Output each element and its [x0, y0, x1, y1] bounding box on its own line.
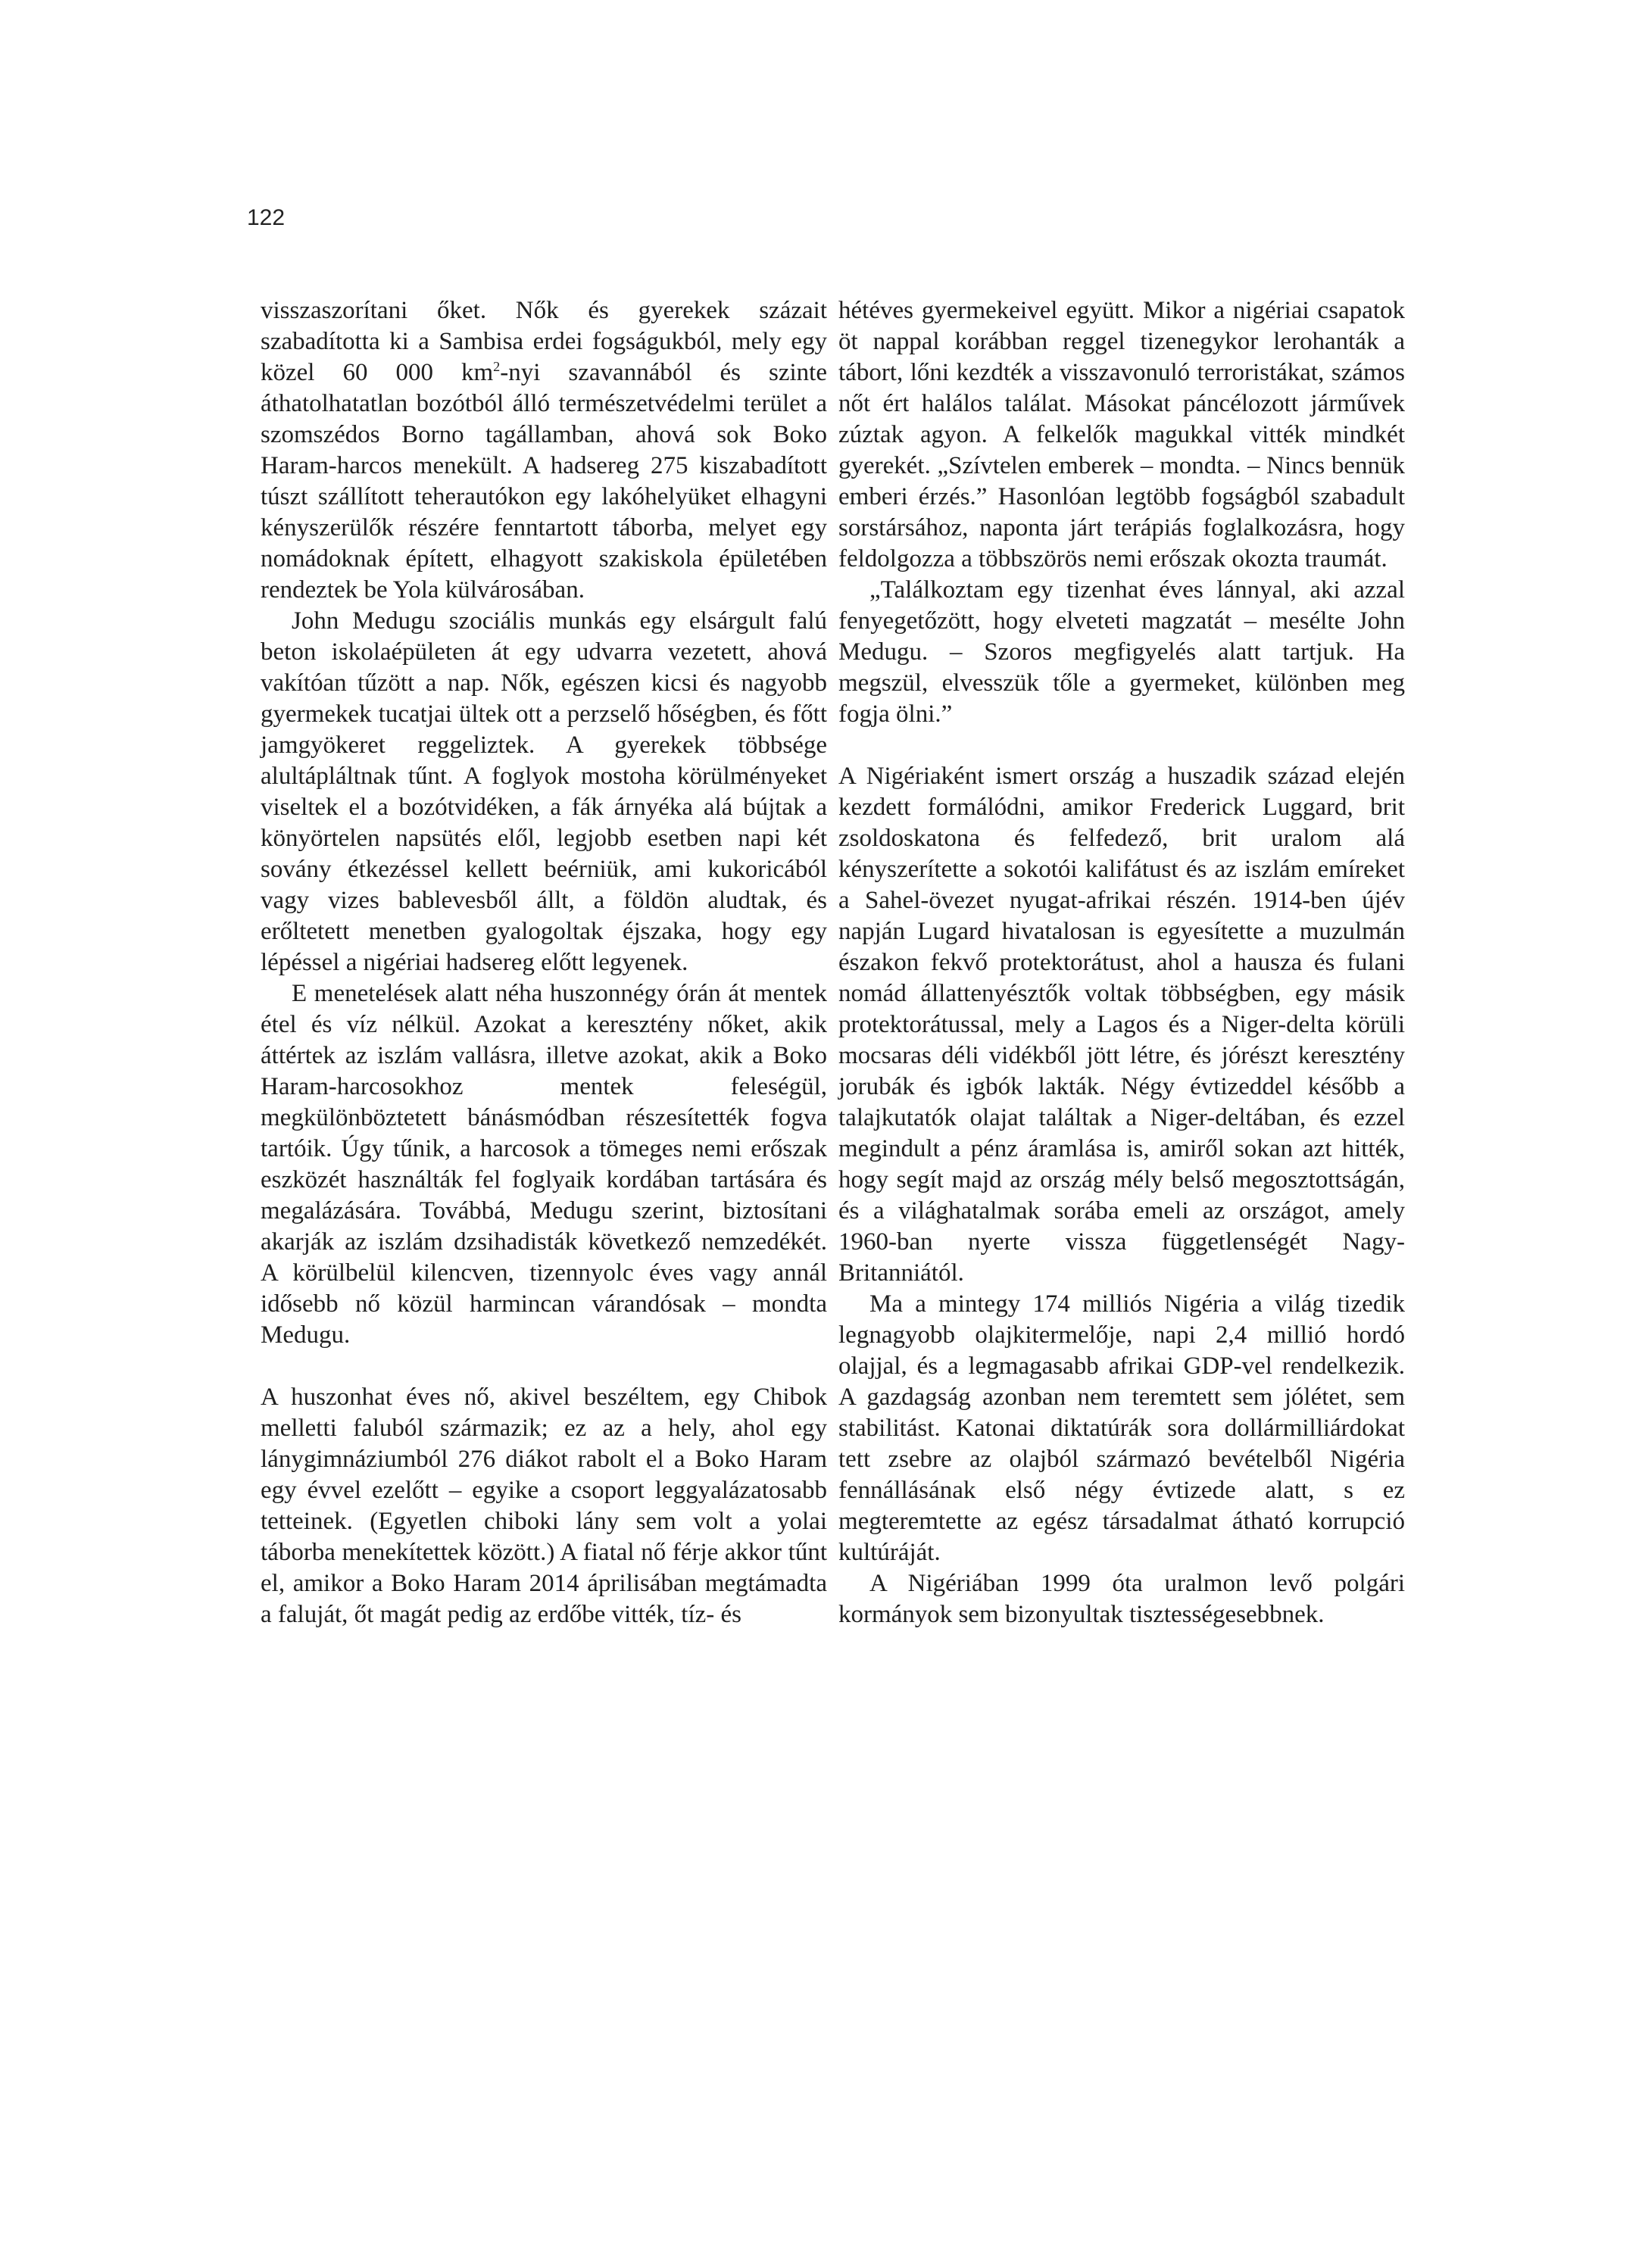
paragraph-civil-governments: A Nigériában 1999 óta uralmon levő polgári kormányok sem bizonyultak tisztességesebbnek.	[838, 1570, 1405, 1628]
paragraph-nigeria-history: A Nigériaként ismert ország a huszadik század elején kezdett formálódni, amikor Frederick Luggard, brit zsoldoskatona és felfedező, brit uralom alá kényszerítette a sokotói kalifátust és az iszlám emíreket a Sahel-övezet nyugat-afrikai részén. 1914-ben újév napján Lugard hivatalosan is egyesítette a muzulmán északon fekvő protektorátust, ahol a hausza és fulani nomád állattenyésztők voltak többségben, egy másik protektorátussal, mely a Lagos és a Niger-delta körüli mocsaras déli vidékből jött létre, és jórészt keresztény jorubák és igbók lakták. Négy évtizeddel később a talajkutatók olajat találtak a Niger-deltában, és ezzel megindult a pénz áramlása is, amiről sokan azt hitték, hogy segít majd az ország mély belső megosztottságán, és a világhatalmak sorába emeli az országot, amely 1960-ban nyerte vissza függetlenségét Nagy-Britanniától.	[838, 763, 1405, 1287]
paragraph-marches: E menetelések alatt néha huszonnégy órán át mentek étel és víz nélkül. Azokat a keresztény nőket, akik áttértek az iszlám vallásra, illetve azokat, akik a Boko Haram-harcosokhoz mentek feleségül, megkülönböztetett bánásmódban részesítették fogva tartóik. Úgy tűnik, a harcosok a tömeges nemi erőszak eszközét használták fel foglyaik kordában tartására és megalázására. Továbbá, Medugu szerint, biztosítani akarják az iszlám dzsihadisták következő nemzedékét. A körülbelül kilencven, tizennyolc éves vagy annál idősebb nő közül harmincan várandósak – mondta Medugu.	[261, 980, 827, 1349]
paragraph-sixteen-year-old: „Találkoztam egy tizenhat éves lánnyal, aki azzal fenyegetőzött, hogy elveteti magzatát – mesélte John Medugu. – Szoros megfigyelés alatt tartjuk. Ha megszül, elvesszük tőle a gyermeket, különben meg fogja ölni.”	[838, 576, 1405, 728]
paragraph-medugu-camp: John Medugu szociális munkás egy elsárgult falú beton iskolaépületen át egy udvarra vezetett, ahová vakítóan tűzött a nap. Nők, egészen kicsi és nagyobb gyermekek tucatjai ültek ott a perzselő hőségben, és főtt jamgyökeret reggeliztek. A gyerekek többsége alultápláltnak tűnt. A foglyok mostoha körülményeket viseltek el a bozótvidéken, a fák árnyéka alá bújtak a könyörtelen napsütés elől, legjobb esetben napi két sovány étkezéssel kellett beérniük, ami kukoricából vagy vizes bablevesből állt, a földön aludtak, és erőltetett menetben gyalogoltak éjszaka, hogy egy lépéssel a nigériai hadsereg előtt legyenek.	[261, 607, 827, 976]
paragraph-chibok-woman: A huszonhat éves nő, akivel beszéltem, egy Chibok melletti faluból származik; ez az a hely, ahol egy lánygimnáziumból 276 diákot rabolt el a Boko Haram egy évvel ezelőtt – egyike a csoport leggyalázatosabb tetteinek. (Egyetlen chiboki lány sem volt a yolai táborba menekítettek között.) A fiatal nő férje akkor tűnt el, amikor a Boko Haram 2014 áprilisában megtámadta a faluját, őt magát pedig az erdőbe vitték, tíz- és	[261, 1384, 827, 1628]
superscript-squared: 2	[493, 359, 501, 374]
left-column	[261, 295, 827, 1630]
page-number: 122	[247, 205, 286, 230]
paragraph-text: visszaszorítani őket. Nők és gyerekek százait szabadította ki a Sambisa erdei fogságukból, mely egy közel 60 000 km	[261, 297, 827, 386]
paragraph-sambisa-rescue	[261, 295, 827, 606]
right-column	[838, 295, 1405, 1630]
paragraph-text: -nyi szavannából és szinte áthatolhatatlan bozótból álló természetvédelmi terület a szomszédos Borno tagállamban, ahová sok Boko Haram-harcos menekült. A hadsereg 275 kiszabadított túszt szállított teherautókon egy lakóhelyüket elhagyni kényszerülők részére fenntartott táborba, melyet egy nomádoknak épített, elhagyott szakiskola épületében rendeztek be Yola külvárosában.	[261, 359, 828, 604]
paragraph-raid-aftermath: hétéves gyermekeivel együtt. Mikor a nigériai csapatok öt nappal korábban reggel tizenegykor lerohanták a tábort, lőni kezdték a visszavonuló terroristákat, számos nőt ért halálos találat. Másokat páncélozott járművek zúztak agyon. A felkelők magukkal vitték mindkét gyerekét. „Szívtelen emberek – mondta. – Nincs bennük emberi érzés.” Hasonlóan legtöbb fogságból szabadult sorstársához, naponta járt terápiás foglalkozásra, hogy feldolgozza a többszörös nemi erőszak okozta traumát.	[838, 297, 1405, 572]
paragraph-oil-economy: Ma a mintegy 174 milliós Nigéria a világ tizedik legnagyobb olajkitermelője, napi 2,4 millió hordó olajjal, és a legmagasabb afrikai GDP-vel rendelkezik. A gazdagság azonban nem teremtett sem jólétet, sem stabilitást. Katonai diktatúrák sora dollármilliárdokat tett zsebre az olajból származó bevételből Nigéria fennállásának első négy évtizede alatt, s ez megteremtette az egész társadalmat átható korrupció kultúráját.	[838, 1290, 1405, 1566]
